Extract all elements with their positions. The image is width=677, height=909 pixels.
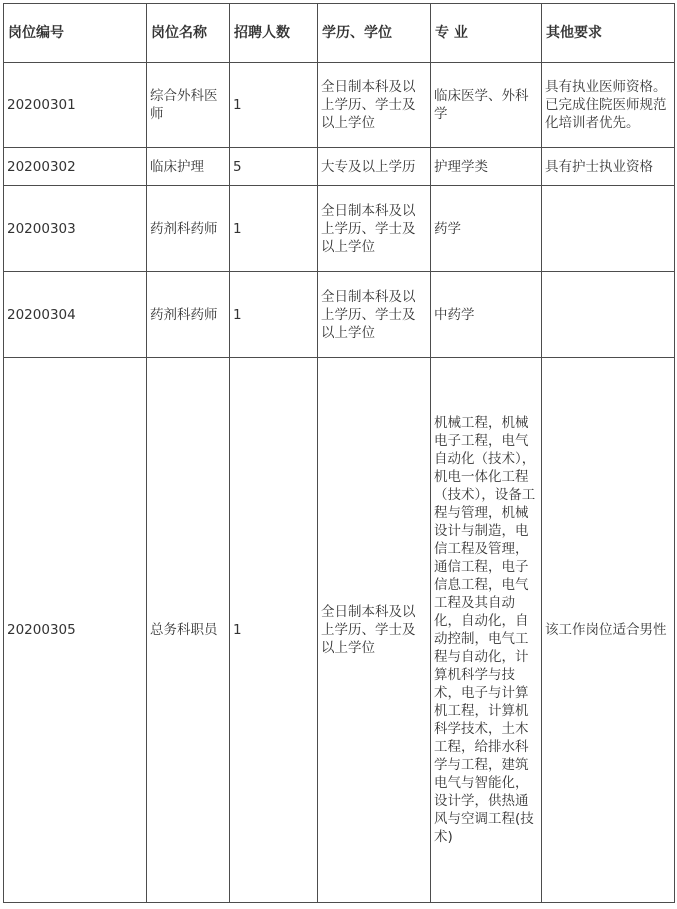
recruitment-table [3, 3, 675, 903]
cell-other [542, 186, 675, 272]
cell-count: 1 [230, 358, 318, 903]
header-education: 学历、学位 [318, 4, 431, 63]
header-count: 招聘人数 [230, 4, 318, 63]
cell-code: 20200303 [4, 186, 147, 272]
header-name: 岗位名称 [147, 4, 230, 63]
cell-education: 全日制本科及以上学历、学士及以上学位 [318, 186, 431, 272]
cell-count: 1 [230, 63, 318, 148]
cell-name: 药剂科药师 [147, 186, 230, 272]
cell-major: 中药学 [431, 272, 542, 358]
cell-other: 具有护士执业资格 [542, 148, 675, 186]
cell-education: 全日制本科及以上学历、学士及以上学位 [318, 358, 431, 903]
cell-name: 药剂科药师 [147, 272, 230, 358]
header-major: 专 业 [431, 4, 542, 63]
cell-name: 临床护理 [147, 148, 230, 186]
cell-major: 药学 [431, 186, 542, 272]
cell-major: 临床医学、外科学 [431, 63, 542, 148]
cell-code: 20200305 [4, 358, 147, 903]
table-row [4, 358, 675, 903]
cell-major: 护理学类 [431, 148, 542, 186]
cell-education: 全日制本科及以上学历、学士及以上学位 [318, 63, 431, 148]
cell-count: 1 [230, 186, 318, 272]
cell-major: 机械工程，机械电子工程，电气自动化（技术），机电一体化工程（技术），设备工程与管理，机械设计与制造，电信工程及管理，通信工程，电子信息工程，电气工程及其自动化，自动化，自动控制，电气工程与自动化，计算机科学与技术，电子与计算机工程，计算机科学技术，土木工程，给排水科学与工程，建筑电气与智能化，设计学，供热通风与空调工程(技术) [431, 358, 542, 903]
header-code: 岗位编号 [4, 4, 147, 63]
cell-count: 1 [230, 272, 318, 358]
cell-other: 该工作岗位适合男性 [542, 358, 675, 903]
cell-other [542, 272, 675, 358]
cell-code: 20200301 [4, 63, 147, 148]
cell-code: 20200304 [4, 272, 147, 358]
table-row [4, 272, 675, 358]
cell-name: 综合外科医师 [147, 63, 230, 148]
cell-education: 大专及以上学历 [318, 148, 431, 186]
cell-other: 具有执业医师资格。已完成住院医师规范化培训者优先。 [542, 63, 675, 148]
header-row [4, 4, 675, 63]
header-other: 其他要求 [542, 4, 675, 63]
cell-education: 全日制本科及以上学历、学士及以上学位 [318, 272, 431, 358]
table-row [4, 186, 675, 272]
cell-code: 20200302 [4, 148, 147, 186]
cell-name: 总务科职员 [147, 358, 230, 903]
cell-count: 5 [230, 148, 318, 186]
table-row [4, 148, 675, 186]
table-row [4, 63, 675, 148]
